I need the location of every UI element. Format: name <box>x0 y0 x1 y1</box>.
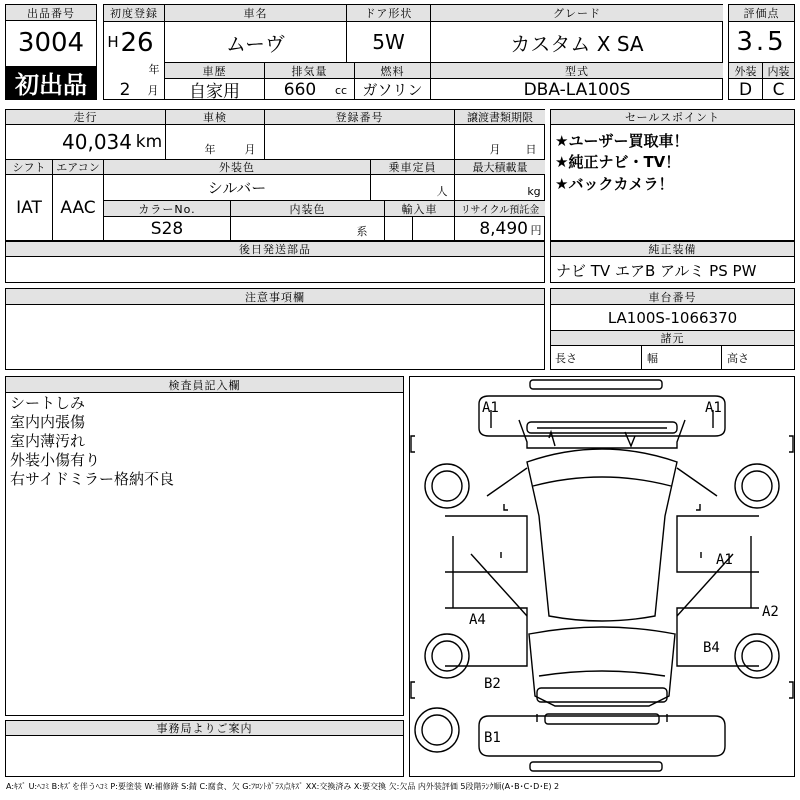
import-label: 輸入車 <box>385 201 454 216</box>
grade: カスタム X SA <box>510 31 644 56</box>
reg-number-label: 登録番号 <box>265 110 454 124</box>
mileage: 40,034 <box>62 130 132 154</box>
car-name-label: 車名 <box>165 5 346 21</box>
model-code: DBA-LA100S <box>523 79 631 100</box>
recycle-label: リサイクル預託金 <box>455 201 545 216</box>
damage-mark-front-right: A1 <box>705 400 722 416</box>
capacity-unit: 人 <box>436 185 448 198</box>
damage-mark-rear-left: B2 <box>484 676 501 692</box>
damage-mark-right-rear: A2 <box>762 604 779 620</box>
inspector-label: 検査員記入欄 <box>6 377 403 392</box>
shift-label: シフト <box>6 160 52 174</box>
grade-label: グレード <box>431 5 723 21</box>
color-no-label: カラーNo. <box>104 201 230 216</box>
load-label: 最大積載量 <box>455 160 545 174</box>
int-color-unit: 系 <box>356 225 368 238</box>
ext-color: シルバー <box>207 179 267 197</box>
damage-legend: A:ｷｽﾞ U:ﾍｺﾐ B:ｷｽﾞを伴うﾍｺﾐ P:要塗装 W:補修跡 S:錆 C:腐食、欠 G:ﾌﾛﾝﾄｶﾞﾗｽ点ｷｽﾞ XX:交換済み X:要交換 欠:欠品 内外装評価 5段階ﾗﾝｸ順(A･B･C･D･E) 2 <box>6 782 560 791</box>
inspection-label: 車検 <box>166 110 264 124</box>
sales-point-1: ★ユーザー買取車！ <box>555 131 689 150</box>
sales-point-2: ★純正ナビ・TV！ <box>555 152 681 171</box>
dimensions-label: 諸元 <box>551 331 794 345</box>
ext-color-label: 外装色 <box>104 160 370 174</box>
mileage-unit: km <box>135 132 163 152</box>
ac: AAC <box>60 198 96 218</box>
exterior-grade: D <box>738 79 753 100</box>
shift: IAT <box>16 198 42 218</box>
doors-label: ドア形状 <box>347 5 430 21</box>
month-unit: 月 <box>147 84 159 97</box>
width-label: 幅 <box>647 352 658 365</box>
damage-mark-rear-bumper: B1 <box>484 730 501 746</box>
lot-number-label: 出品番号 <box>6 5 96 21</box>
genuine-equipment-label: 純正装備 <box>551 242 794 256</box>
lot-number: 3004 <box>17 28 85 58</box>
exterior-label: 外装 <box>729 63 762 78</box>
inspection-month-unit: 月 <box>244 143 256 156</box>
sales-points-label: セールスポイント <box>551 110 794 124</box>
reg-month: 2 <box>119 80 131 100</box>
chassis-label: 車台番号 <box>551 289 794 304</box>
inspection-year-unit: 年 <box>204 143 216 156</box>
damage-mark-left-rear: A4 <box>469 612 486 628</box>
car-diagram <box>409 376 795 777</box>
deadline-day-unit: 日 <box>525 143 537 156</box>
genuine-equipment: ナビ TV エアB アルミ PS PW <box>556 261 757 280</box>
inspector-line-2: 室内内張傷 <box>10 413 86 431</box>
reg-year: 26 <box>120 28 154 58</box>
first-reg-label: 初度登録 <box>104 5 164 21</box>
deadline-label: 譲渡書類期限 <box>455 110 545 124</box>
damage-mark-right-quarter: B4 <box>703 640 720 656</box>
score: 3.5 <box>736 27 787 57</box>
deadline-month-unit: 月 <box>489 143 501 156</box>
recycle-unit: 円 <box>530 224 542 237</box>
era: H <box>107 33 119 51</box>
displacement-label: 排気量 <box>265 63 354 78</box>
load-unit: kg <box>527 184 541 198</box>
displacement: 660 <box>283 79 317 100</box>
damage-mark-right-door: A1 <box>716 552 733 568</box>
doors: 5W <box>372 30 405 54</box>
recycle-fee: 8,490 <box>479 219 528 239</box>
later-parts-label: 後日発送部品 <box>6 242 544 256</box>
notes-label: 注意事項欄 <box>6 289 544 304</box>
capacity-label: 乗車定員 <box>371 160 454 174</box>
damage-mark-front-left: A1 <box>482 400 499 416</box>
mileage-label: 走行 <box>6 110 165 124</box>
first-listing-badge: 初出品 <box>6 66 96 99</box>
inspector-line-5: 右サイドミラー格納不良 <box>10 470 174 488</box>
int-color-label: 内装色 <box>231 201 384 216</box>
ac-label: エアコン <box>53 160 103 174</box>
year-unit: 年 <box>148 63 160 76</box>
displacement-unit: cc <box>334 83 348 97</box>
model-label: 型式 <box>431 63 723 78</box>
score-label: 評価点 <box>729 5 794 21</box>
fuel: ガソリン <box>362 81 423 99</box>
office-label: 事務局よりご案内 <box>6 721 403 735</box>
color-no: S28 <box>150 219 184 239</box>
fuel-label: 燃料 <box>355 63 430 78</box>
history: 自家用 <box>189 82 240 100</box>
inspector-line-1: シートしみ <box>10 394 86 412</box>
car-name: ムーヴ <box>226 31 285 56</box>
interior-label: 内装 <box>763 63 794 78</box>
inspector-line-4: 外装小傷有り <box>10 451 101 469</box>
chassis-number: LA100S-1066370 <box>607 308 738 327</box>
height-label: 高さ <box>727 352 749 365</box>
sales-point-3: ★バックカメラ！ <box>555 174 674 193</box>
length-label: 長さ <box>555 352 577 365</box>
inspector-line-3: 室内薄汚れ <box>10 432 86 450</box>
history-label: 車歴 <box>165 63 264 78</box>
interior-grade: C <box>772 79 785 100</box>
